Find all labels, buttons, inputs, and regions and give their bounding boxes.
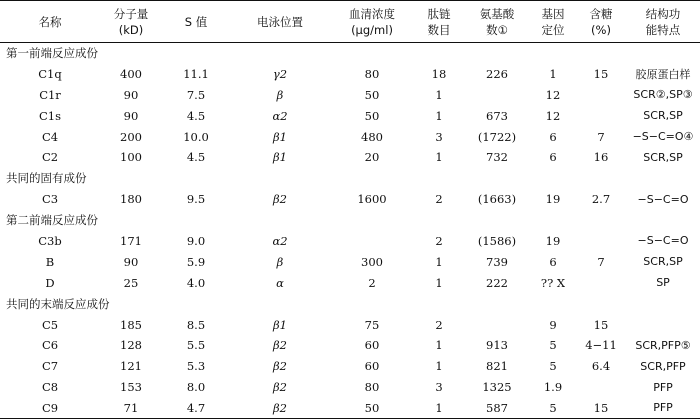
table-cell: β2 xyxy=(230,398,330,419)
table-cell: 100 xyxy=(120,150,142,165)
section-row xyxy=(0,210,700,231)
table-cell: SCR②,SP③ xyxy=(633,88,693,102)
table-cell: 5.5 xyxy=(186,338,206,353)
table-cell: 90 xyxy=(123,108,139,123)
table-cell: 913 xyxy=(486,338,508,353)
table-cell: C7 xyxy=(41,359,59,374)
table-cell: β1 xyxy=(273,129,287,144)
table-cell: 200 xyxy=(120,129,142,144)
section-row xyxy=(0,43,700,64)
table-cell: 50 xyxy=(330,398,414,419)
table-cell: β2 xyxy=(273,192,287,207)
table-row xyxy=(0,272,700,293)
table-cell: SP xyxy=(656,276,670,290)
table-cell: 7 xyxy=(597,129,605,144)
table-cell: 7 xyxy=(597,254,605,269)
table-cell: 90 xyxy=(123,254,139,269)
table-cell: 2 xyxy=(435,233,443,248)
table-cell: 6 xyxy=(549,150,557,165)
table-cell: β xyxy=(276,254,284,269)
table-cell: 12 xyxy=(545,108,561,123)
table-cell xyxy=(626,314,700,335)
table-cell: 60 xyxy=(364,338,380,353)
table-cell: −S−C=O④ xyxy=(632,130,694,143)
column-header-line: 结构功 xyxy=(645,6,681,21)
table-cell: 9.0 xyxy=(186,233,206,248)
table-row xyxy=(0,231,700,252)
table-row xyxy=(0,105,700,126)
table-row xyxy=(0,84,700,105)
column-header xyxy=(576,1,626,43)
column-header xyxy=(464,1,530,43)
column-header-line: 定位 xyxy=(541,22,565,37)
table-cell: 2.7 xyxy=(591,192,611,207)
table-cell: 11.1 xyxy=(183,66,209,81)
table-cell: 300 xyxy=(361,254,383,269)
table-cell: 5.9 xyxy=(186,254,206,269)
table-cell: 5 xyxy=(549,338,557,353)
table-cell: 80 xyxy=(364,66,380,81)
table-cell: 19 xyxy=(545,233,561,248)
table-cell: 15 xyxy=(593,317,609,332)
table-cell: 50 xyxy=(364,108,380,123)
table-cell: (1663) xyxy=(477,192,517,207)
column-header xyxy=(330,1,414,43)
table-cell: β1 xyxy=(273,317,287,332)
table-cell: 1 xyxy=(414,398,464,419)
table-cell: 10.0 xyxy=(183,129,209,144)
table-cell: α2 xyxy=(272,108,288,123)
table-cell: C1q xyxy=(38,66,62,81)
table-cell: 50 xyxy=(364,87,380,102)
table-cell: −S−C=O xyxy=(637,192,689,206)
table-cell: 12 xyxy=(545,87,561,102)
table-row xyxy=(0,356,700,377)
table-cell: α2 xyxy=(272,233,288,248)
table-cell: 1 xyxy=(435,254,443,269)
table-cell: D xyxy=(45,275,55,290)
table-cell: 1 xyxy=(435,338,443,353)
column-header-line: S 值 xyxy=(184,14,208,29)
table-cell: 1600 xyxy=(357,192,387,207)
table-cell: 1 xyxy=(549,66,557,81)
table-cell: 821 xyxy=(486,359,508,374)
table-cell: C2 xyxy=(41,150,59,165)
column-header xyxy=(0,1,100,43)
table-cell: SCR,SP xyxy=(643,255,683,269)
section-row xyxy=(0,293,700,314)
table-row xyxy=(0,63,700,84)
table-cell: 5.3 xyxy=(186,359,206,374)
table-cell: SCR,SP xyxy=(643,109,683,123)
table-cell: 480 xyxy=(361,129,383,144)
table-cell: ?? X xyxy=(540,275,566,290)
section-title: 第一前端反应成份 xyxy=(6,46,98,61)
table-cell: 222 xyxy=(486,275,508,290)
table-cell: 60 xyxy=(364,359,380,374)
table-cell: 80 xyxy=(364,380,380,395)
table-cell xyxy=(464,314,530,335)
column-header xyxy=(626,1,700,43)
table-cell: 4.5 xyxy=(186,108,206,123)
table-cell: C5 xyxy=(41,317,59,332)
column-header-line: 肽链 xyxy=(427,6,451,21)
table-cell: 5 xyxy=(530,398,576,419)
section-title: 共同的固有成份 xyxy=(6,171,87,186)
column-header-line: 电泳位置 xyxy=(257,14,303,29)
table-cell: 9 xyxy=(549,317,557,332)
table-cell: 16 xyxy=(593,150,609,165)
table-cell: 4.5 xyxy=(186,150,206,165)
column-header-line: 分子量 xyxy=(113,6,149,21)
table-cell: 180 xyxy=(120,192,142,207)
table-cell: −S−C=O xyxy=(637,234,689,248)
table-cell: 587 xyxy=(464,398,530,419)
table-cell: C3b xyxy=(38,233,62,248)
table-cell: C3 xyxy=(41,192,59,207)
table-cell: C4 xyxy=(41,129,59,144)
table-cell: SCR,PFP xyxy=(640,359,686,373)
column-header xyxy=(162,1,230,43)
table-cell: 1.9 xyxy=(543,380,563,395)
table-cell: 400 xyxy=(120,66,142,81)
table-cell: 3 xyxy=(435,129,443,144)
table-cell: 75 xyxy=(364,317,380,332)
table-row xyxy=(0,189,700,210)
table-cell: 6.4 xyxy=(591,359,611,374)
column-header-line: 能特点 xyxy=(645,22,681,37)
table-row xyxy=(0,147,700,168)
table-cell: β2 xyxy=(273,380,287,395)
table-row xyxy=(0,251,700,272)
table-cell: (1722) xyxy=(477,129,517,144)
table-row xyxy=(0,335,700,356)
table-cell xyxy=(576,231,626,252)
table-cell: 226 xyxy=(486,66,508,81)
table-cell xyxy=(576,377,626,398)
column-header-line: 基因 xyxy=(541,6,565,21)
section-row xyxy=(0,168,700,189)
table-cell: 2 xyxy=(368,275,376,290)
table-cell: 673 xyxy=(486,108,508,123)
table-cell xyxy=(576,84,626,105)
table-cell: C6 xyxy=(41,338,59,353)
table-cell: 7.5 xyxy=(186,87,206,102)
column-header xyxy=(230,1,330,43)
table-cell: 2 xyxy=(435,192,443,207)
table-cell: 1 xyxy=(435,87,443,102)
table-row xyxy=(0,126,700,147)
table-cell: 18 xyxy=(431,66,447,81)
table-cell: 153 xyxy=(120,380,142,395)
header-row xyxy=(0,1,700,43)
table-row xyxy=(0,314,700,335)
column-header-line: (kD) xyxy=(118,22,144,37)
column-header xyxy=(530,1,576,43)
table-cell: 4.0 xyxy=(186,275,206,290)
table-cell: C1r xyxy=(39,87,61,102)
table-cell: 4−11 xyxy=(585,338,617,353)
column-header-line: 氨基酸 xyxy=(479,6,515,21)
table-cell: γ2 xyxy=(272,66,288,81)
table-cell: 121 xyxy=(120,359,142,374)
table-row xyxy=(0,398,700,419)
table-cell: 15 xyxy=(593,66,609,81)
table-cell: 90 xyxy=(123,87,139,102)
table-cell: 3 xyxy=(435,380,443,395)
column-header-line: 名称 xyxy=(38,14,62,29)
table-cell: C8 xyxy=(41,380,59,395)
column-header xyxy=(100,1,162,43)
table-cell xyxy=(576,272,626,293)
column-header-line: (%) xyxy=(591,22,611,37)
table-cell: C9 xyxy=(0,398,100,419)
column-header-line: 血清浓度 xyxy=(349,6,395,21)
table-cell: SCR,SP xyxy=(643,150,683,164)
column-header-line: 数① xyxy=(486,22,508,37)
column-header-line: 含糖 xyxy=(589,6,613,21)
column-header xyxy=(414,1,464,43)
table-cell: C1s xyxy=(38,108,62,123)
table-row xyxy=(0,377,700,398)
table-cell: 25 xyxy=(123,275,139,290)
table-cell: β2 xyxy=(273,359,287,374)
column-header-line: (μg/ml) xyxy=(351,22,393,37)
table-cell: 1 xyxy=(435,359,443,374)
table-cell: 19 xyxy=(545,192,561,207)
table-body xyxy=(0,43,700,419)
table-cell: 1 xyxy=(435,275,443,290)
table-cell: 185 xyxy=(120,317,142,332)
section-title: 共同的末端反应成份 xyxy=(6,296,110,311)
table-cell: 1325 xyxy=(482,380,512,395)
table-cell: 6 xyxy=(549,129,557,144)
table-cell: β2 xyxy=(273,338,287,353)
table-cell: 胶原蛋白样 xyxy=(635,67,691,81)
column-header-line: 数目 xyxy=(427,22,451,37)
section-title: 第二前端反应成份 xyxy=(6,213,98,228)
table-cell: 9.5 xyxy=(186,192,206,207)
table-cell: 6 xyxy=(549,254,557,269)
table-cell: β xyxy=(276,87,284,102)
table-cell: (1586) xyxy=(477,233,517,248)
table-cell: 71 xyxy=(100,398,162,419)
table-cell: 171 xyxy=(120,233,142,248)
table-cell: 15 xyxy=(576,398,626,419)
table-cell: 128 xyxy=(120,338,142,353)
table-cell: 5 xyxy=(549,359,557,374)
table-cell: 8.5 xyxy=(186,317,206,332)
table-cell: B xyxy=(45,254,55,269)
table-cell: 4.7 xyxy=(162,398,230,419)
table-cell: 8.0 xyxy=(186,380,206,395)
table-cell xyxy=(330,231,414,252)
table-cell: 1 xyxy=(435,150,443,165)
table-cell: α xyxy=(276,275,284,290)
table-cell xyxy=(464,84,530,105)
table-cell: 2 xyxy=(435,317,443,332)
table-cell: 1 xyxy=(435,108,443,123)
table-cell: 739 xyxy=(486,254,508,269)
table-cell: PFP xyxy=(653,380,673,394)
table-cell: 20 xyxy=(364,150,380,165)
table-cell: SCR,PFP⑤ xyxy=(635,338,691,352)
table-cell: PFP xyxy=(626,398,700,419)
table-cell: β1 xyxy=(273,150,287,165)
table-cell xyxy=(576,105,626,126)
table-cell: 732 xyxy=(486,150,508,165)
